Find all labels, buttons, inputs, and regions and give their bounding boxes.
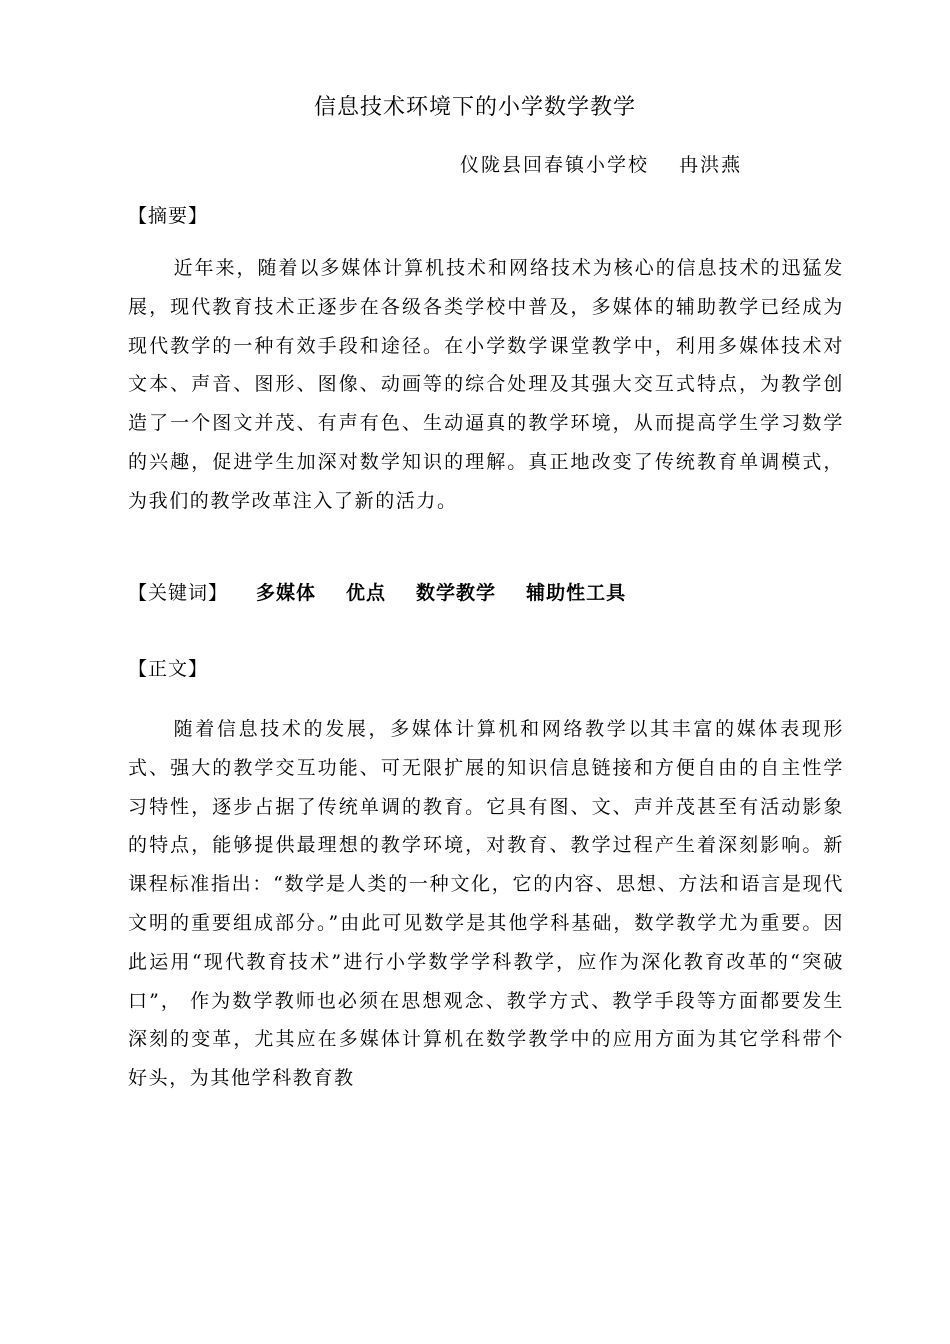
abstract-paragraph: 近年来，随着以多媒体计算机技术和网络技术为核心的信息技术的迅猛发展，现代教育技术正逐步在各级各类学校中普及，多媒体的辅助教学已经成为现代教学的一种有效手段和途径。在小学数学课堂教学中，利用多媒体技术对文本、声音、图形、图像、动画等的综合处理及其强大交互式特点，为教学创造了一个图文并茂、有声有色、生动逼真的教学环境，从而提高学生学习数学的兴趣，促进学生加深对数学知识的理解。真正地改变了传统教育单调模式，为我们的教学改革注入了新的活力。 <box>128 257 844 512</box>
document-title: 信息技术环境下的小学数学教学 <box>313 95 636 120</box>
abstract-heading: 【摘要】 <box>128 205 209 227</box>
author-line <box>460 150 742 180</box>
keyword-item: 优点 <box>346 582 387 604</box>
keyword-item: 多媒体 <box>256 582 317 604</box>
keywords-heading: 【关键词】 <box>128 582 229 604</box>
body-paragraph: 随着信息技术的发展，多媒体计算机和网络教学以其丰富的媒体表现形式、强大的教学交互功能、可无限扩展的知识信息链接和方便自由的自主性学习特性，逐步占据了传统单调的教育。它具有图、文、声并茂甚至有活动影象的特点，能够提供最理想的教学环境，对教育、教学过程产生着深刻影响。新课程标准指出：“数学是人类的一种文化，它的内容、思想、方法和语言是现代文明的重要组成部分。”由此可见数学是其他学科基础，数学教学尤为重要。因此运用“现代教育技术”进行小学数学学科教学，应作为深化教育改革的“突破口”， 作为数学教师也必须在思想观念、教学方式、教学手段等方面都要发生深刻的变革，尤其应在多媒体计算机在数学教学中的应用方面为其它学科带个好头，为其他学科教育教 <box>128 718 844 1090</box>
keyword-item: 辅助性工具 <box>526 582 627 604</box>
keywords-line <box>128 578 626 608</box>
author-school: 仪陇县回春镇小学校 <box>460 154 650 176</box>
keyword-item: 数学教学 <box>416 582 497 604</box>
author-name: 冉洪燕 <box>679 154 743 176</box>
body-heading: 【正文】 <box>128 658 209 680</box>
